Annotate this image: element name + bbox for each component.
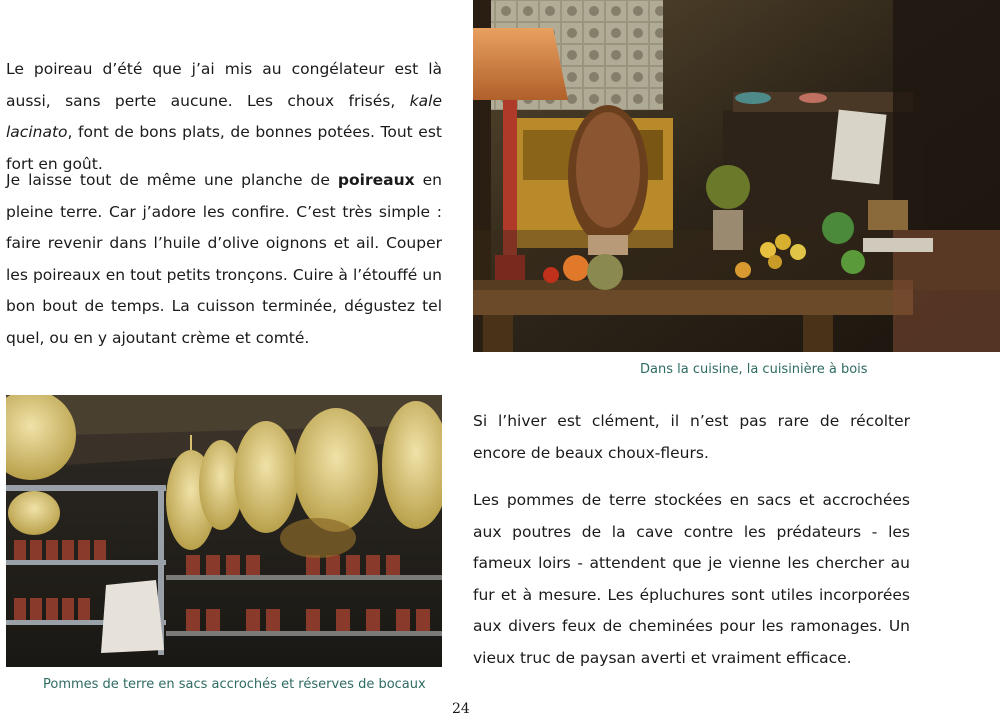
paragraph-text: , font de bons plats, de bonnes potées. Tout est fort en goût.: [6, 123, 442, 173]
cellar-photo: [6, 395, 442, 667]
bold-term: poireaux: [337, 171, 415, 189]
paragraph-text: en pleine terre. Car j’adore les confire. C’est très simple : faire revenir dans l’huile d’olive oignons et ail. Couper les poireaux en tout petits tronçons. Cuire à l’étouffé un bon bout de temps. La cuisson terminée, dégustez tel quel, ou en y ajoutant crème et comté.: [6, 171, 442, 347]
paragraph-text: Si l’hiver est clément, il n’est pas rare de récolter encore de beaux choux-fleurs.: [473, 412, 910, 462]
paragraph-text: Les pommes de terre stockées en sacs et accrochées aux poutres de la cave contre les prédateurs - les fameux loirs - attendent que je vienne les chercher au fur et à mesure. Les épluchures sont utiles incorporées aux divers feux de cheminées pour les ramonages. Un vieux truc de paysan averti et vraiment efficace.: [473, 491, 910, 667]
paragraph-potatoes: [473, 485, 910, 674]
cellar-caption: Pommes de terre en sacs accrochés et réserves de bocaux: [43, 677, 426, 692]
page-number: 24: [452, 701, 470, 717]
paragraph-leeks-freezer: [6, 54, 442, 180]
kitchen-caption: Dans la cuisine, la cuisinière à bois: [640, 362, 868, 377]
paragraph-text: Je laisse tout de même une planche de: [6, 171, 338, 189]
kitchen-photo: [473, 0, 1000, 352]
paragraph-cauliflower: [473, 406, 910, 469]
paragraph-text: Le poireau d’été que j’ai mis au congélateur est là aussi, sans perte aucune. Les choux frisés,: [6, 60, 442, 110]
paragraph-leeks-confit: [6, 165, 442, 354]
italic-term: kale lacinato: [6, 91, 442, 141]
